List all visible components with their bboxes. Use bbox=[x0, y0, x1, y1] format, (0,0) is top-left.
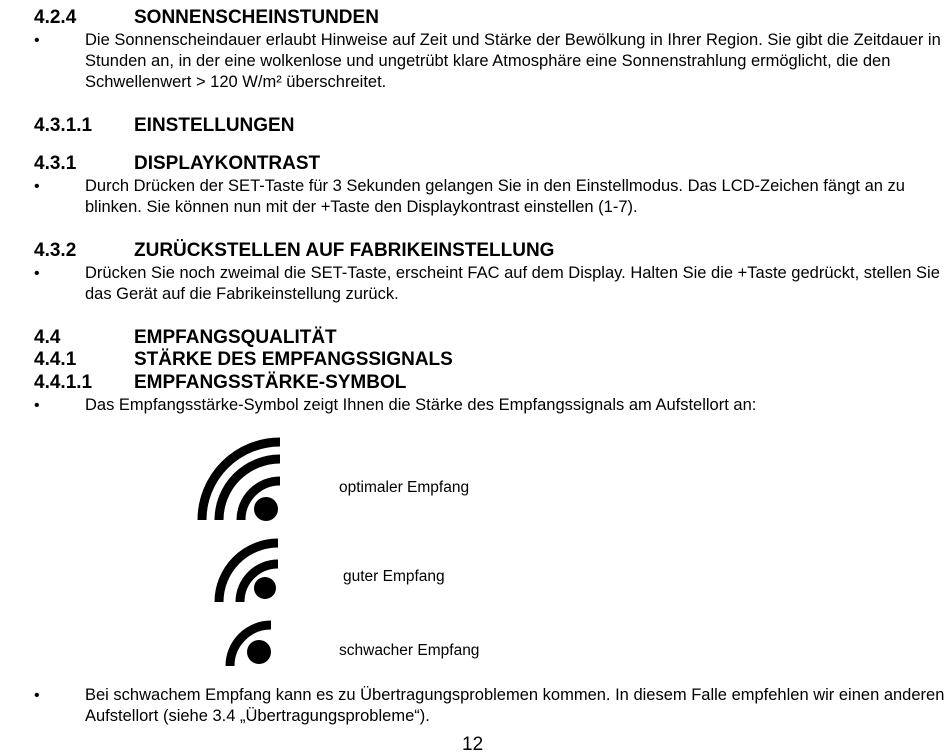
section-title: SONNENSCHEINSTUNDEN bbox=[134, 7, 379, 28]
section-heading-4-3-2 bbox=[34, 240, 554, 262]
bullet-icon: • bbox=[34, 265, 40, 282]
section-title: EINSTELLUNGEN bbox=[134, 115, 295, 136]
paragraph-text: Bei schwachem Empfang kann es zu Übertragungsproblemen kommen. In diesem Falle empfehlen wir einen anderen Aufstellort (siehe 3.4 „Übertragungsprobleme“). bbox=[85, 686, 945, 725]
signal-label-weak: schwacher Empfang bbox=[339, 642, 480, 659]
section-heading-4-4-1-1 bbox=[34, 372, 406, 394]
section-heading-4-3-1-1 bbox=[34, 115, 294, 137]
signal-label-optimal: optimaler Empfang bbox=[339, 479, 470, 496]
signal-label-good: guter Empfang bbox=[343, 568, 445, 585]
section-number: 4.3.1.1 bbox=[34, 115, 93, 136]
section-number: 4.2.4 bbox=[34, 7, 77, 28]
signal-strength-weak-icon bbox=[221, 616, 281, 671]
section-title: EMPFANGSSTÄRKE-SYMBOL bbox=[134, 372, 407, 393]
paragraph-text: Drücken Sie noch zweimal die SET-Taste, erscheint FAC auf dem Display. Halten Sie die +Taste gedrückt, stellen Sie das Gerät auf die Fabrikeinstellung zurück. bbox=[85, 264, 940, 303]
section-title: ZURÜCKSTELLEN AUF FABRIKEINSTELLUNG bbox=[134, 240, 555, 261]
section-heading-4-2-4 bbox=[34, 7, 379, 29]
paragraph-text: Das Empfangsstärke-Symbol zeigt Ihnen die Stärke des Empfangssignals am Aufstellort an: bbox=[85, 396, 757, 414]
paragraph-text: Die Sonnenscheindauer erlaubt Hinweise auf Zeit und Stärke der Bewölkung in Ihrer Region. Sie gibt die Zeitdauer in Stunden an, in der eine wolkenlose und ungetrübt klare Atmosphäre eine Sonnenstrahlung ermöglicht, die den Schwellenwert > 120 W/m² überschreitet. bbox=[85, 31, 941, 91]
section-heading-4-4-1 bbox=[34, 349, 453, 371]
bullet-icon: • bbox=[34, 687, 40, 704]
section-number: 4.4.1 bbox=[34, 349, 77, 370]
section-heading-4-4 bbox=[34, 327, 337, 349]
section-number: 4.4 bbox=[34, 327, 61, 348]
section-number: 4.3.2 bbox=[34, 240, 77, 261]
paragraph-text: Durch Drücken der SET-Taste für 3 Sekunden gelangen Sie in den Einstellmodus. Das LCD-Zeichen fängt an zu blinken. Sie können nun mit der +Taste den Displaykontrast einstellen (1-7). bbox=[85, 177, 905, 216]
section-title: DISPLAYKONTRAST bbox=[134, 153, 321, 174]
section-title: EMPFANGSQUALITÄT bbox=[134, 327, 337, 348]
bullet-icon: • bbox=[34, 178, 40, 195]
section-number: 4.4.1.1 bbox=[34, 372, 93, 393]
page-number: 12 bbox=[462, 734, 484, 755]
bullet-icon: • bbox=[34, 32, 40, 49]
signal-strength-good-icon bbox=[209, 534, 289, 609]
signal-strength-optimal-icon bbox=[190, 430, 290, 530]
section-number: 4.3.1 bbox=[34, 153, 77, 174]
section-title: STÄRKE DES EMPFANGSSIGNALS bbox=[134, 349, 453, 370]
section-heading-4-3-1 bbox=[34, 153, 320, 175]
bullet-icon: • bbox=[34, 397, 40, 414]
